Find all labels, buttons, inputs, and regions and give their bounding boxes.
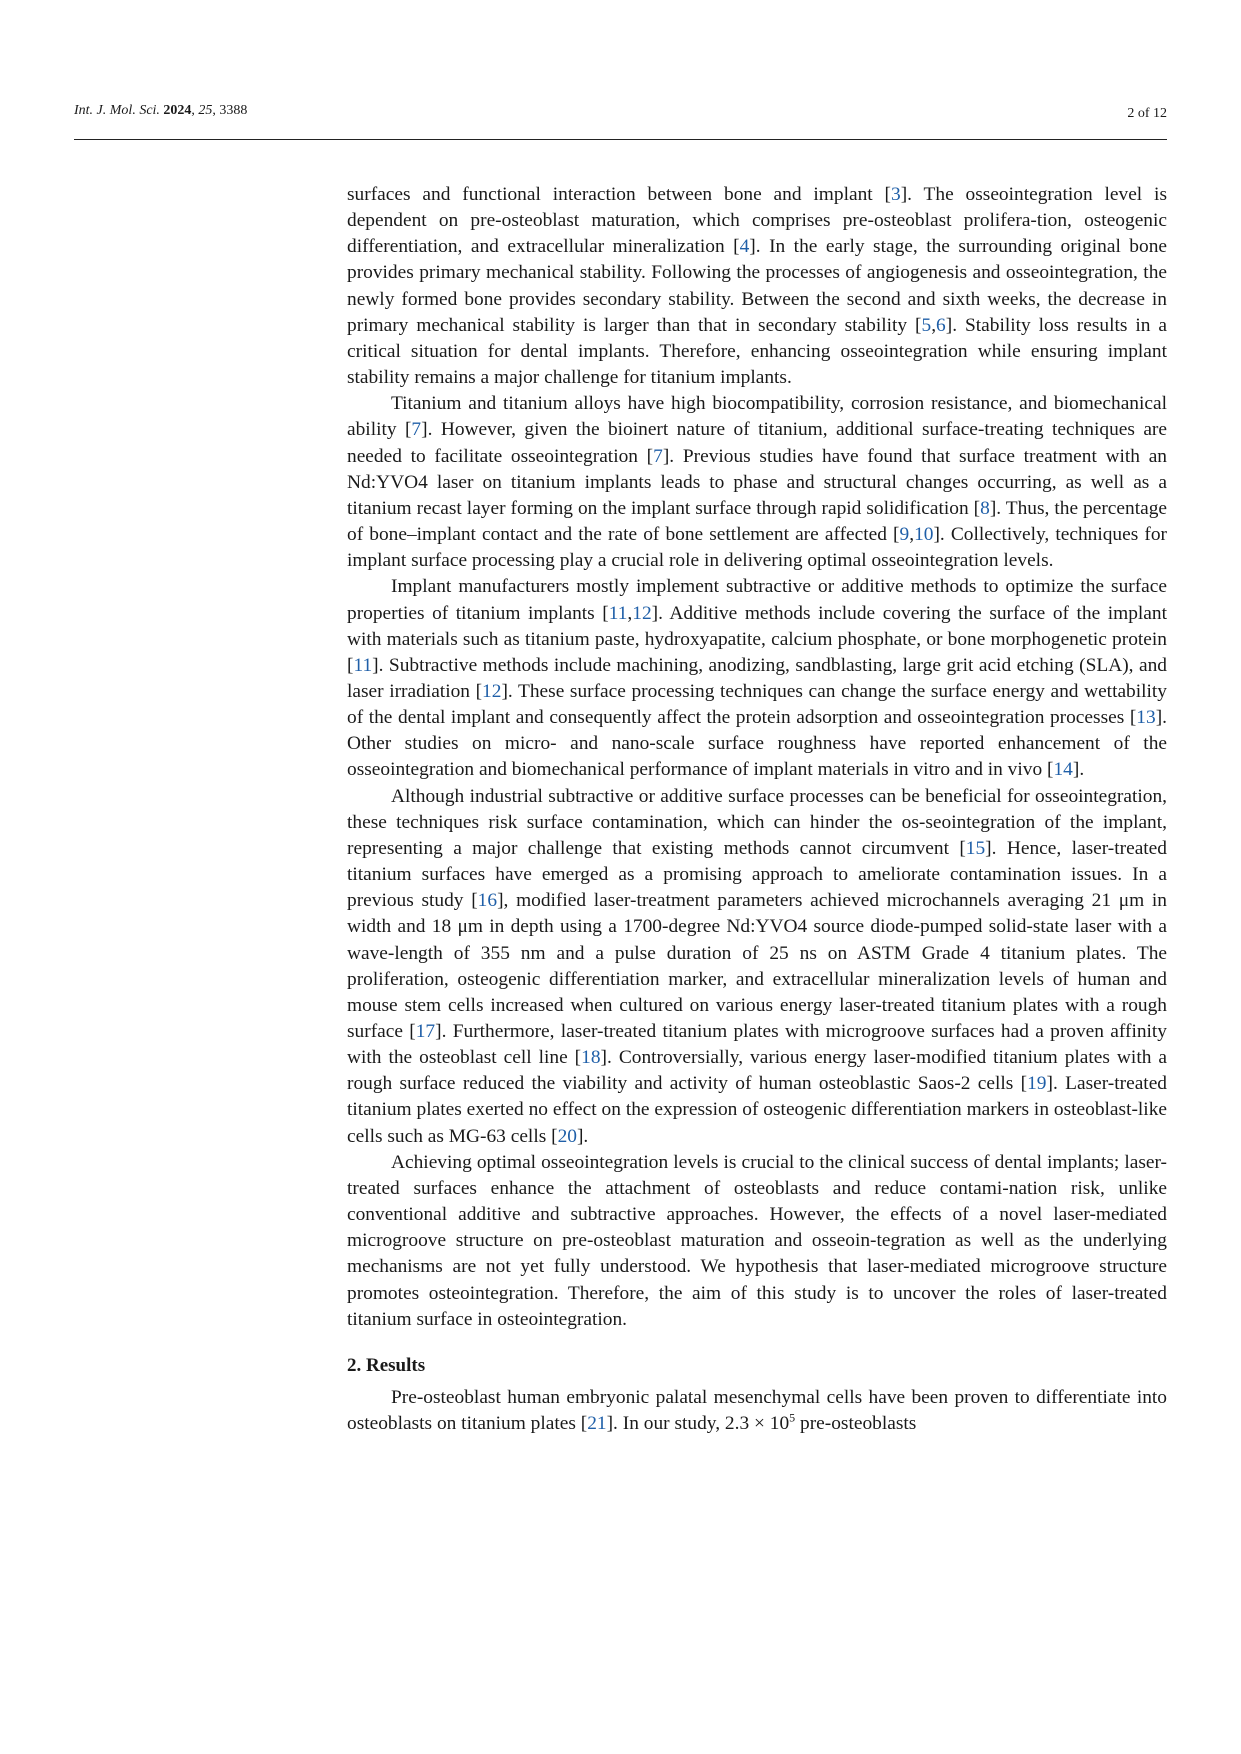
paragraph-list: [347, 182, 1167, 1333]
citation-link[interactable]: 20: [557, 1125, 577, 1147]
paragraph-text: ]. In the early stage, the surrounding original bone provides primary mechanical stability. Following the processes of angiogenesis and osseointegration, the newly formed bone provides secondary stability. Between the second and sixth weeks, the decrease in primary mechanical stability is larger than that in secondary stability [: [347, 236, 1167, 336]
paragraph-text: ], modified laser-treatment parameters achieved microchannels averaging 21 μm in width and 18 μm in depth using a 1700-degree Nd:YVO4 source diode-pumped solid-state laser with a wave-length of 355 nm and a pulse duration of 25 ns on ASTM Grade 4 titanium plates. The proliferation, osteogenic differentiation marker, and extracellular mineralization levels of human and mouse stem cells increased when cultured on various energy laser-treated titanium plates with a rough surface [: [347, 890, 1168, 1042]
section-paragraph-container: [347, 1385, 1167, 1437]
paragraph-text: ]. Collectively, techniques for implant surface processing play a crucial role in delivering optimal osseointegration levels.: [347, 524, 1167, 572]
citation-link[interactable]: 6: [936, 314, 946, 336]
citation-link[interactable]: 18: [581, 1047, 601, 1069]
paragraph-text: ]. Furthermore, laser-treated titanium plates with microgroove surfaces had a proven affinity with the osteoblast cell line [: [347, 1021, 1167, 1069]
paragraph-text: Although industrial subtractive or additive surface processes can be beneficial for osseointegration, these techniques risk surface contamination, which can hinder the os-seointegration of the implant, representing a major challenge that existing methods cannot circumvent [: [347, 785, 1167, 859]
journal-volume: 25: [198, 103, 213, 118]
citation-link[interactable]: 9: [899, 524, 910, 546]
citation-link[interactable]: 13: [1136, 707, 1156, 729]
superscript-text: 5: [789, 1410, 796, 1425]
paragraph-text: ]. These surface processing techniques can change the surface energy and wettability of the dental implant and consequently affect the protein adsorption and osseointegration processes [: [347, 680, 1167, 729]
body-paragraph: [347, 1150, 1167, 1333]
paragraph-text: ].: [576, 1125, 589, 1147]
citation-link[interactable]: 19: [1027, 1073, 1047, 1095]
paragraph-text: ]. Subtractive methods include machining, anodizing, sandblasting, large grit acid etching (SLA), and laser irradiation [: [347, 654, 1167, 702]
paragraph-text: Implant manufacturers mostly implement subtractive or additive methods to optimize the surface properties of titanium implants [: [347, 576, 1167, 624]
paragraph-text: ]. Previous studies have found that surface treatment with an Nd:YVO4 laser on titanium implants leads to phase and structural changes occurring, as well as a titanium recast layer forming on the implant surface through rapid solidification [: [347, 445, 1167, 519]
citation-link[interactable]: 11: [608, 602, 628, 624]
page-number: 2 of 12: [1127, 106, 1167, 121]
paragraph-text: ]. However, given the bioinert nature of titanium, additional surface-treating techniques are needed to facilitate osseointegration [: [347, 419, 1168, 467]
citation-link[interactable]: 12: [482, 680, 502, 702]
paragraph-text: Pre-osteoblast human embryonic palatal mesenchymal cells have been proven to differentiate into osteoblasts on titanium plates [: [347, 1387, 1167, 1435]
paragraph-text: ]. In our study, 2.3 × 10: [606, 1413, 790, 1435]
paragraph-text: ,: [931, 314, 937, 336]
body-paragraph: [347, 574, 1167, 783]
citation-link[interactable]: 11: [353, 654, 373, 676]
journal-citation: Int. J. Mol. Sci. 2024, 25, 3388: [74, 103, 248, 118]
page-header: [74, 103, 1167, 140]
paragraph-text: ]. Stability loss results in a critical situation for dental implants. Therefore, enhancing osseointegration while ensuring implant stability remains a major challenge for titanium implants.: [347, 314, 1167, 389]
section-heading: 2. Results: [347, 1354, 426, 1376]
citation-link[interactable]: 17: [415, 1021, 436, 1042]
body-paragraph: [347, 391, 1167, 574]
paragraph-text: surfaces and functional interaction between bone and implant [: [347, 184, 891, 205]
paragraph-text: ].: [1072, 759, 1085, 781]
journal-year: 2024: [163, 103, 192, 118]
body-paragraph: [347, 182, 1167, 391]
paragraph-text: ]. Laser-treated titanium plates exerted no effect on the expression of osteogenic differentiation markers in osteoblast-like cells such as MG-63 cells [: [347, 1073, 1167, 1147]
paragraph-text: ]. The osseointegration level is dependent on pre-osteoblast maturation, which comprises pre-osteoblast prolifera-tion, osteogenic differentiation, and extracellular mineralization [: [347, 184, 1167, 258]
paragraph-text: Achieving optimal osseointegration levels is crucial to the clinical success of dental implants; laser-treated surfaces enhance the attachment of osteoblasts and reduce contami-nation risk, unlike conventional additive and subtractive approaches. However, the effects of a novel laser-mediated microgroove structure on pre-osteoblast maturation and osseoin-tegration as well as the underlying mechanisms are not yet fully understood. We hypothesis that laser-mediated microgroove structure promotes osteointegration. Therefore, the aim of this study is to uncover the roles of laser-treated titanium surface in osteointegration.: [347, 1151, 1167, 1330]
article-body: [347, 182, 1167, 1437]
paragraph-text: pre-osteoblasts: [795, 1413, 917, 1435]
citation-link[interactable]: 15: [965, 837, 986, 859]
citation-link[interactable]: 3: [891, 184, 901, 205]
body-paragraph: [347, 1385, 1167, 1437]
paragraph-text: ]. Hence, laser-treated titanium surfaces have emerged as a promising approach to ameliorate contamination issues. In a previous study [: [347, 837, 1167, 912]
paragraph-text: Titanium and titanium alloys have high biocompatibility, corrosion resistance, and biomechanical ability [: [347, 393, 1167, 441]
citation-link[interactable]: 16: [477, 890, 498, 912]
citation-link[interactable]: 5: [921, 314, 932, 336]
citation-link[interactable]: 10: [914, 524, 934, 546]
article-number: 3388: [219, 103, 248, 118]
citation-link[interactable]: 7: [411, 419, 422, 441]
citation-link[interactable]: 4: [739, 236, 750, 258]
paragraph-text: ,: [909, 524, 915, 546]
journal-name: Int. J. Mol. Sci.: [74, 103, 160, 118]
paragraph-text: ,: [627, 602, 633, 624]
citation-link[interactable]: 21: [587, 1413, 607, 1435]
citation-link[interactable]: 8: [980, 497, 990, 519]
paragraph-text: ]. Controversially, various energy laser-modified titanium plates with a rough surface reduced the viability and activity of human osteoblastic Saos-2 cells [: [347, 1047, 1167, 1095]
paragraph-text: ]. Other studies on micro- and nano-scale surface roughness have reported enhancement of the osseointegration and biomechanical performance of implant materials in vitro and in vivo [: [347, 707, 1167, 781]
citation-link[interactable]: 7: [653, 445, 663, 467]
paragraph-text: ]. Thus, the percentage of bone–implant contact and the rate of bone settlement are affected [: [347, 497, 1167, 546]
body-paragraph: [347, 784, 1167, 1150]
citation-link[interactable]: 14: [1053, 759, 1073, 781]
paragraph-text: ]. Additive methods include covering the surface of the implant with materials such as titanium paste, hydroxyapatite, calcium phosphate, or bone morphogenetic protein [: [347, 602, 1167, 676]
citation-link[interactable]: 12: [632, 602, 652, 624]
